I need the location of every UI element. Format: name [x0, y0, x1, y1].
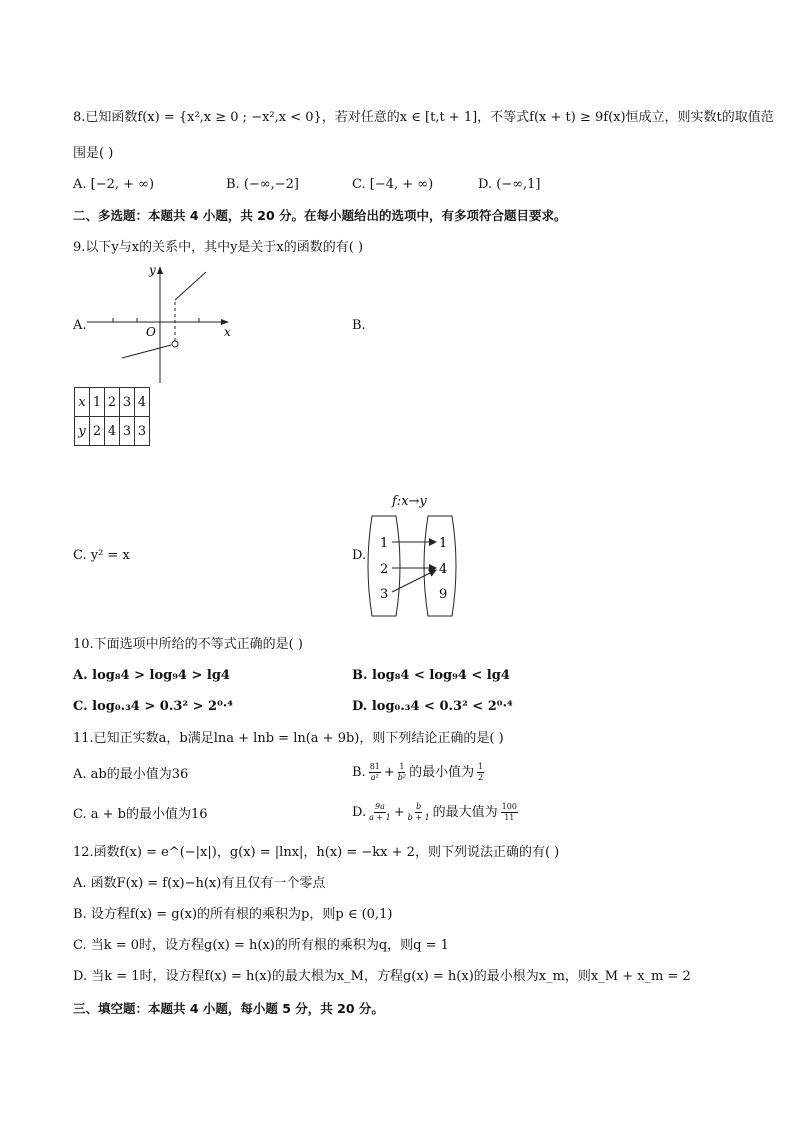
mapping-domain-item: 1: [380, 536, 389, 551]
denominator: b + 1: [407, 813, 430, 822]
table-header-cell: 1: [90, 388, 105, 417]
q8-option-b: B. (−∞,−2]: [226, 177, 299, 192]
fraction: [501, 802, 518, 823]
mapping-title: f:x→y: [392, 494, 427, 509]
numerator: 81: [369, 762, 380, 771]
q9-option-c: C. y² = x: [73, 548, 130, 563]
q11-option-c: C. a + b的最小值为16: [73, 807, 208, 822]
mapping-codomain-item: 1: [439, 536, 448, 551]
q8-option-d: D. (−∞,1]: [478, 177, 541, 192]
section-multiple-choice-header: 二、多选题：本题共 4 小题，共 20 分。在每小题给出的选项中，有多项符合题目要求。: [73, 208, 567, 223]
mapping-domain-item: 2: [380, 562, 389, 577]
q9-option-d-label: D.: [352, 548, 367, 563]
q11-stem: 11.已知正实数a，b满足lna + lnb = ln(a + 9b)，则下列结论正确的是( ): [73, 731, 504, 746]
option-text: 的最小值为: [409, 764, 475, 780]
table-cell: 4: [105, 417, 120, 446]
q12-option-a: A. 函数F(x) = f(x)−h(x)有且仅有一个零点: [73, 876, 326, 891]
option-label: D.: [352, 804, 367, 820]
numerator: 1: [478, 762, 484, 771]
fraction: [398, 762, 406, 783]
numerator: b: [416, 802, 422, 811]
denominator: b²: [397, 773, 407, 782]
q9-value-table: [74, 387, 150, 446]
table-header-cell: 4: [135, 388, 150, 417]
q11-option-d: D. $\frac{9a}{a + 1}$ + $\frac{b}{b + 1}$ 的最大值为 $\frac{100}{11}$: [352, 802, 517, 822]
q9-stem: 9.以下y与x的关系中，其中y是关于x的函数的有( ): [73, 240, 364, 255]
q10-option-b: B. log₈4 < log₉4 < lg4: [352, 668, 510, 683]
denominator: 11: [504, 813, 515, 822]
section-fill-in-header: 三、填空题：本题共 4 小题，每小题 5 分，共 20 分。: [73, 1001, 384, 1016]
mapping-domain-item: 3: [380, 587, 389, 602]
numerator: 100: [501, 802, 517, 811]
q10-stem: 10.下面选项中所给的不等式正确的是( ): [73, 637, 303, 652]
q10-option-d: D. log₀.₃4 < 0.3² < 2⁰·⁴: [352, 699, 513, 714]
q10-option-c: C. log₀.₃4 > 0.3² > 2⁰·⁴: [73, 699, 233, 714]
q11-option-b: B. $\frac{81}{\text{a²}}$ + $\frac{1}{\text{b²}}$ 的最小值为 $\frac{1}{2}$: [352, 762, 484, 782]
numerator: 1: [399, 762, 405, 771]
fraction: [408, 802, 430, 823]
q8-option-c: C. [−4, + ∞): [352, 177, 434, 192]
denominator: 2: [478, 773, 484, 782]
fraction: [477, 762, 484, 783]
graph-origin-label: O: [146, 325, 156, 339]
q9-mapping-diagram: [366, 512, 466, 620]
option-label: B.: [352, 764, 366, 780]
graph-x-axis-label: x: [224, 325, 231, 339]
mapping-codomain-item: 4: [439, 562, 448, 577]
table-header-cell: x: [75, 388, 90, 417]
denominator: a²: [370, 773, 379, 782]
denominator: a + 1: [369, 813, 391, 822]
table-cell: 2: [90, 417, 105, 446]
numerator: 9a: [374, 802, 385, 811]
q8-stem-line1: 8.已知函数f(x) = {x²,x ≥ 0 ; −x²,x < 0}，若对任意的x ∈ [t,t + 1]，不等式f(x + t) ≥ 9f(x)恒成立，则实数t的取值范: [73, 110, 774, 125]
q12-option-b: B. 设方程f(x) = g(x)的所有根的乘积为p，则p ∈ (0,1): [73, 907, 393, 922]
q8-option-a: A. [−2, + ∞): [73, 177, 155, 192]
table-cell: 3: [135, 417, 150, 446]
q9-option-a-graph: [85, 258, 245, 388]
q12-option-d: D. 当k = 1时，设方程f(x) = h(x)的最大根为x_M，方程g(x) = h(x)的最小根为x_m，则x_M + x_m = 2: [73, 969, 691, 984]
q8-stem-line2: 围是( ): [73, 146, 114, 161]
q11-option-a: A. ab的最小值为36: [73, 767, 189, 782]
q12-stem: 12.函数f(x) = e^(−|x|)，g(x) = |lnx|，h(x) = −kx + 2，则下列说法正确的有( ): [73, 845, 560, 860]
q9-option-a-label: A.: [73, 318, 87, 333]
graph-y-axis-label: y: [149, 263, 156, 277]
table-cell: 3: [120, 417, 135, 446]
q10-option-a: A. log₈4 > log₉4 > lg4: [73, 668, 230, 683]
table-header-cell: 2: [105, 388, 120, 417]
q12-option-c: C. 当k = 0时，设方程g(x) = h(x)的所有根的乘积为q，则q = 1: [73, 938, 449, 953]
fraction: [369, 762, 381, 783]
fraction: [369, 802, 391, 823]
mapping-codomain-item: 9: [439, 587, 448, 602]
table-cell: y: [75, 417, 90, 446]
q9-option-b-label: B.: [352, 318, 366, 333]
option-text: 的最大值为: [432, 804, 498, 820]
table-header-cell: 3: [120, 388, 135, 417]
